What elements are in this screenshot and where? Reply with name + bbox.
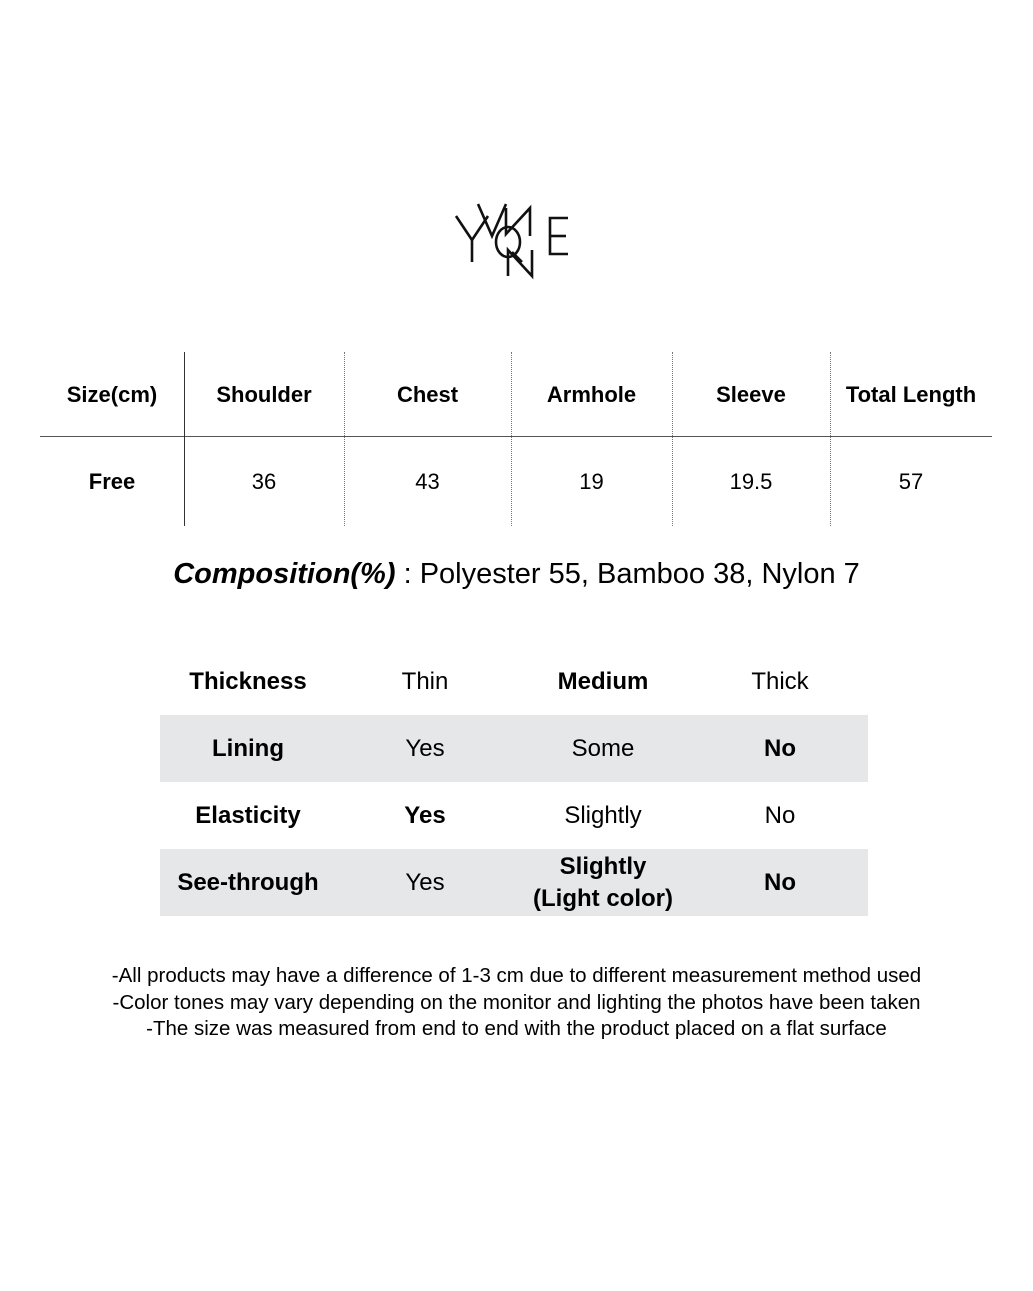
chest-value: 43	[415, 468, 440, 494]
composition-value: Polyester 55, Bamboo 38, Nylon 7	[419, 558, 860, 590]
header-size: Size(cm)	[66, 381, 158, 407]
property-row-elasticity	[160, 782, 868, 849]
note-line: -Color tones may vary depending on the monitor and lighting the photos have been taken	[112, 990, 921, 1014]
property-option: Thick	[751, 667, 809, 695]
header-armhole: Armhole	[546, 381, 637, 407]
property-row-see-through	[160, 849, 868, 916]
property-option: Slightly (Light color)	[533, 853, 673, 912]
header-sleeve: Sleeve	[716, 381, 786, 407]
composition-label: Composition(%)	[173, 558, 396, 590]
notes	[0, 963, 1033, 1043]
column-divider	[344, 352, 345, 526]
property-option: Yes	[405, 734, 445, 762]
column-divider	[184, 352, 185, 526]
note-line: -All products may have a difference of 1-3 cm due to different measurement method used	[111, 964, 922, 987]
property-option: Thin	[401, 667, 449, 695]
brand-logo	[450, 196, 580, 282]
column-divider	[511, 352, 512, 526]
property-option: Slightly	[564, 801, 642, 829]
property-option: Medium	[557, 667, 649, 695]
property-option: No	[764, 801, 796, 829]
sleeve-value: 19.5	[729, 468, 773, 494]
property-label: Thickness	[189, 667, 307, 695]
fabric-properties-table	[160, 648, 868, 916]
property-label: Elasticity	[195, 801, 301, 829]
composition-line	[0, 558, 1033, 591]
size-table-header	[40, 352, 992, 437]
property-label: See-through	[177, 868, 319, 896]
total-length-value: 57	[898, 468, 924, 494]
property-option: No	[764, 734, 796, 762]
table-row	[40, 437, 992, 526]
header-chest: Chest	[396, 381, 459, 407]
property-option: Some	[571, 734, 635, 762]
armhole-value: 19	[579, 468, 604, 494]
size-value: Free	[88, 468, 136, 494]
shoulder-value: 36	[251, 468, 277, 494]
property-option: Yes	[405, 868, 445, 896]
column-divider	[830, 352, 831, 526]
note-line: -The size was measured from end to end with the product placed on a flat surface	[146, 1017, 887, 1040]
size-table	[40, 352, 992, 526]
property-row-lining	[160, 715, 868, 782]
property-option: Yes	[404, 801, 446, 829]
header-shoulder: Shoulder	[216, 381, 312, 407]
column-divider	[672, 352, 673, 526]
property-row-thickness	[160, 648, 868, 715]
composition-separator: :	[395, 558, 420, 590]
header-total-length: Total Length	[845, 381, 977, 407]
property-label: Lining	[212, 734, 284, 762]
property-option: No	[764, 868, 796, 896]
